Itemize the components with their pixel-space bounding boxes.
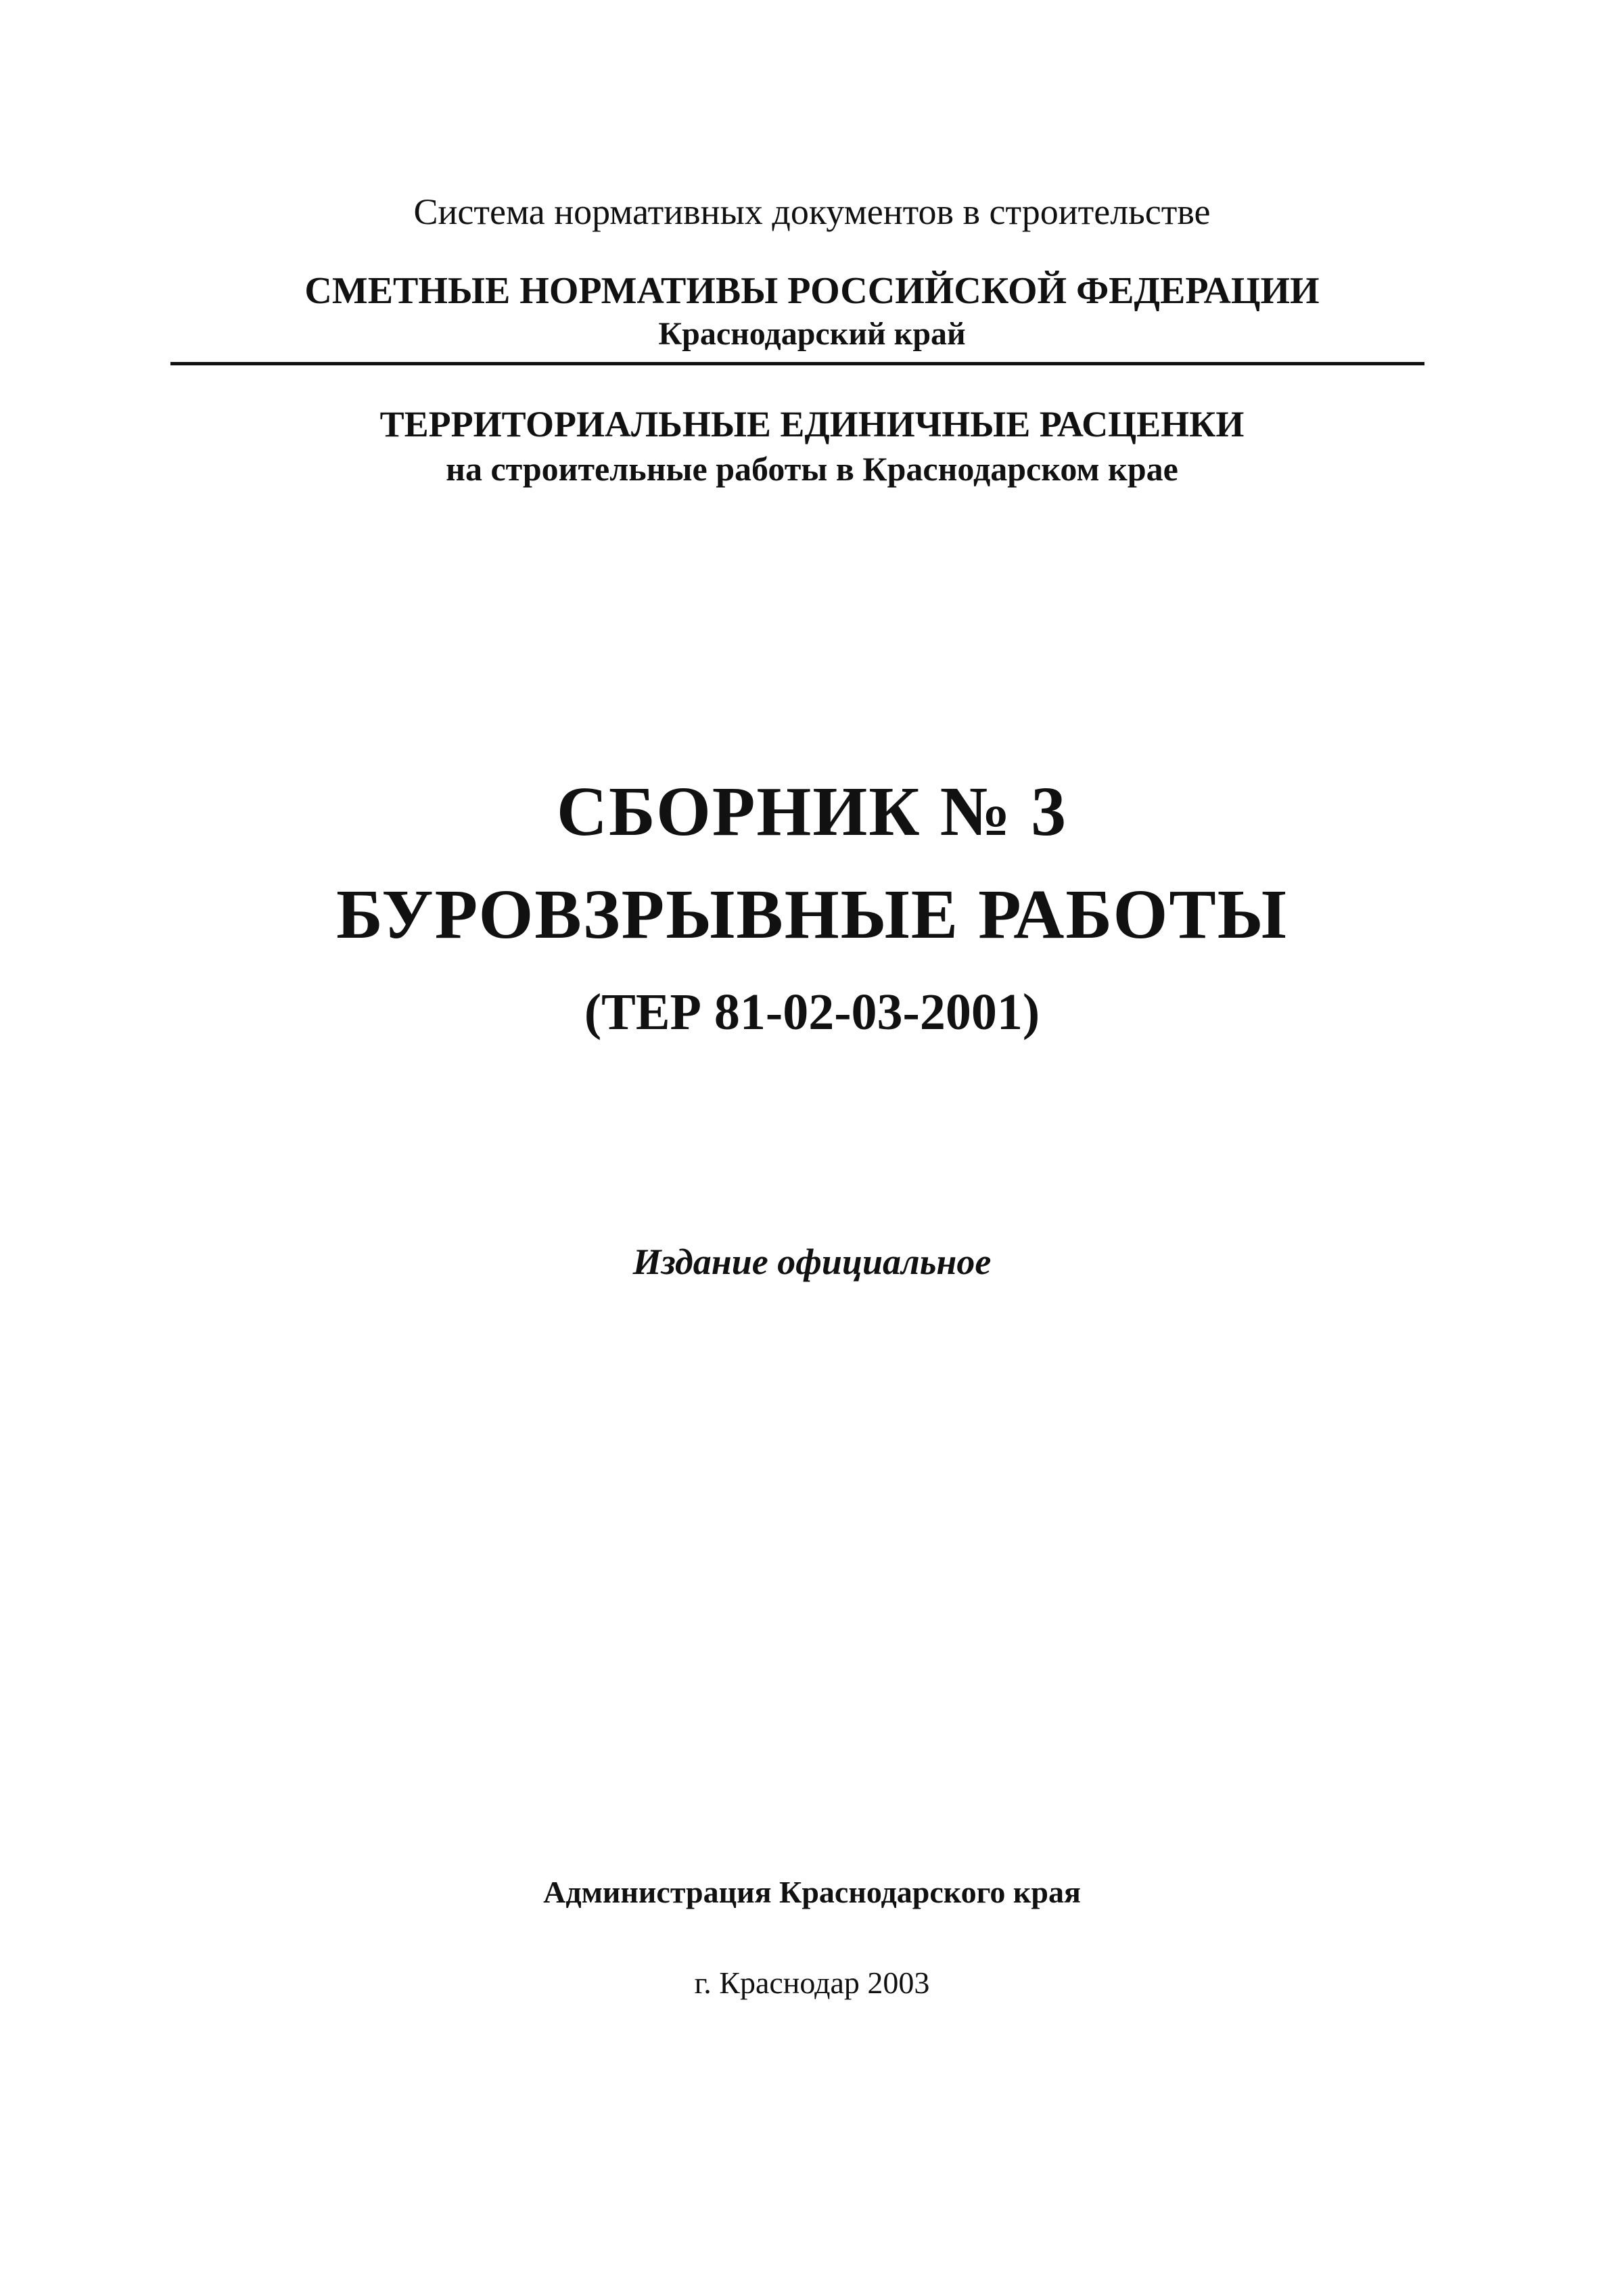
city-year: г. Краснодар 2003 [694, 1965, 930, 2000]
normatives-heading: СМЕТНЫЕ НОРМАТИВЫ РОССИЙСКОЙ ФЕДЕРАЦИИ [304, 270, 1320, 312]
system-heading: Система нормативных документов в строительстве [413, 191, 1211, 232]
edition-note: Издание официальное [632, 1242, 992, 1282]
publisher: Администрация Краснодарского края [543, 1875, 1081, 1909]
region-heading: Краснодарский край [658, 316, 966, 352]
document-code: (ТЕР 81-02-03-2001) [584, 984, 1040, 1041]
works-subheading: на строительные работы в Краснодарском крае [446, 450, 1178, 488]
document-title: БУРОВЗРЫВНЫЕ РАБОТЫ [336, 875, 1288, 953]
collection-title: СБОРНИК № 3 [556, 773, 1068, 850]
territorial-heading: ТЕРРИТОРИАЛЬНЫЕ ЕДИНИЧНЫЕ РАСЦЕНКИ [379, 404, 1245, 445]
header-divider [170, 362, 1424, 365]
